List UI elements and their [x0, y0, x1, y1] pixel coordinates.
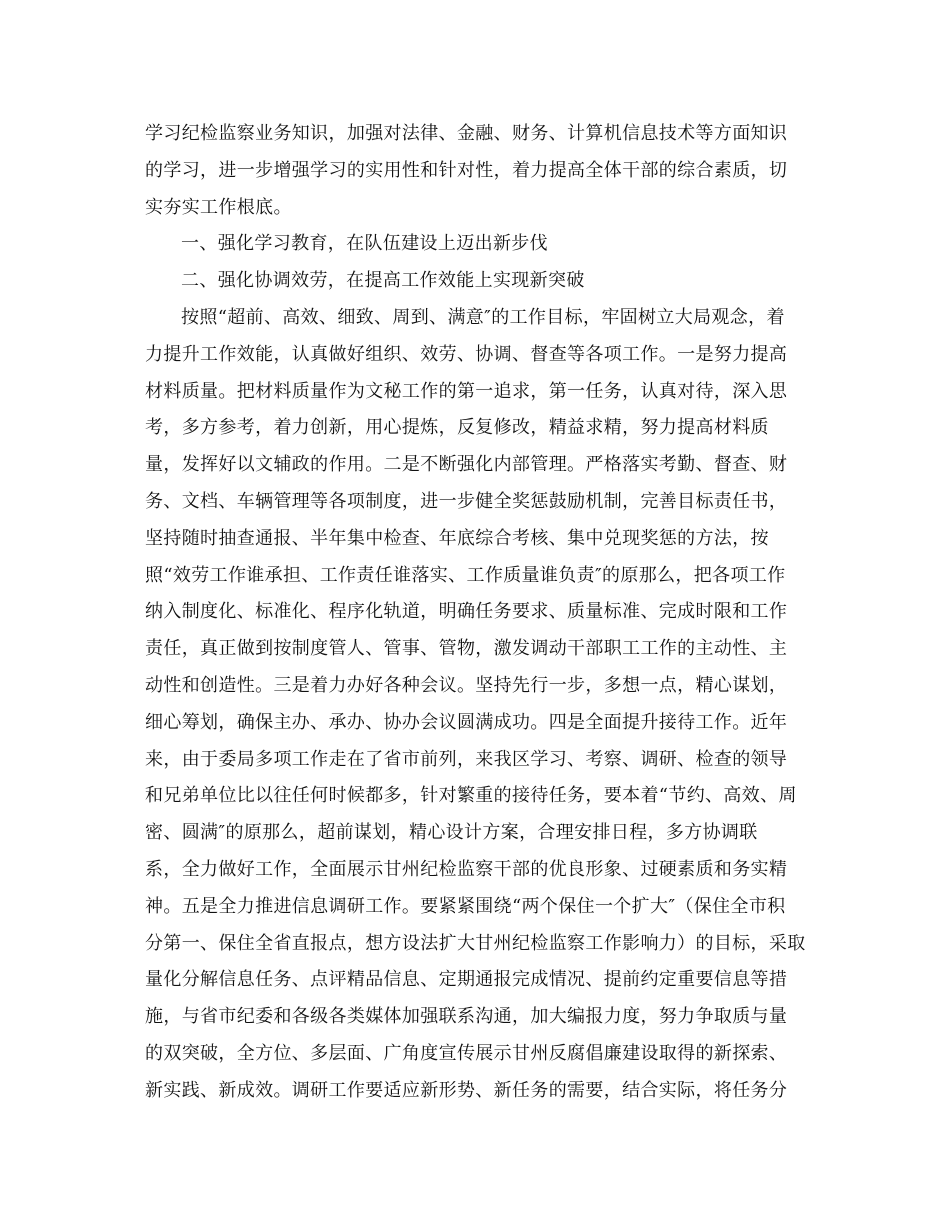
text-line-3: 实夯实工作根底。 [145, 196, 292, 218]
text-line-26: 的双突破，全方位、多层面、广角度宣传展示甘州反腐倡廉建设取得的新探索、 [145, 1042, 788, 1064]
text-line-11: 务、文档、车辆管理等各项制度，进一步健全奖惩鼓励机制，完善目标责任书， [145, 490, 788, 512]
text-line-27: 新实践、新成效。调研工作要适应新形势、新任务的需要，结合实际，将任务分 [145, 1079, 788, 1101]
text-line-13: 照“效劳工作谁承担、工作责任谁落实、工作质量谁负责″的原那么，把各项工作 [145, 564, 786, 586]
document-body [145, 116, 808, 1110]
text-line-18: 来，由于委局多项工作走在了省市前列，来我区学习、考察、调研、检查的领导 [145, 748, 788, 770]
text-line-2: 的学习，进一步增强学习的实用性和针对性，着力提高全体干部的综合素质，切 [145, 159, 788, 181]
text-line-16: 动性和创造性。三是着力办好各种会议。坚持先行一步，多想一点，精心谋划， [145, 674, 788, 696]
text-line-14: 纳入制度化、标准化、程序化轨道，明确任务要求、质量标准、完成时限和工作 [145, 601, 788, 623]
text-line-1: 学习纪检监察业务知识，加强对法律、金融、财务、计算机信息技术等方面知识 [145, 123, 788, 144]
text-line-20: 密、圆满″的原那么，超前谋划，精心设计方案，合理安排日程，多方协调联 [145, 822, 758, 844]
text-line-9: 考，多方参考，着力创新，用心提炼，反复修改，精益求精，努力提高材料质 [145, 417, 769, 439]
text-line-10: 量，发挥好以文辅政的作用。二是不断强化内部管理。严格落实考勤、督查、财 [145, 454, 788, 476]
text-line-25: 施，与省市纪委和各级各类媒体加强联系沟通，加大编报力度，努力争取质与量 [145, 1006, 788, 1028]
text-line-12: 坚持随时抽查通报、半年集中检查、年底综合考核、集中兑现奖惩的方法，按 [145, 527, 769, 549]
text-line-15: 责任，真正做到按制度管人、管事、管物，激发调动干部职工工作的主动性、主 [145, 638, 788, 660]
text-line-17: 细心筹划，确保主办、承办、协办会议圆满成功。四是全面提升接待工作。近年 [145, 711, 788, 733]
text-line-24: 量化分解信息任务、点评精品信息、定期通报完成情况、提前约定重要信息等措 [145, 969, 788, 991]
text-line-21: 系，全力做好工作，全面展示甘州纪检监察干部的优良形象、过硬素质和务实精 [145, 858, 788, 880]
text-line-19: 和兄弟单位比以往任何时候都多，针对繁重的接待任务，要本着“节约、高效、周 [145, 785, 797, 807]
text-line-7: 力提升工作效能，认真做好组织、效劳、协调、督查等各项工作。一是努力提高 [145, 343, 788, 365]
text-line-23: 分第一、保住全省直报点，想方设法扩大甘州纪检监察工作影响力）的目标，采取 [145, 932, 806, 954]
paragraph-start: 按照“超前、高效、细致、周到、满意″的工作目标，牢固树立大局观念，着 [181, 306, 785, 328]
text-line-8: 材料质量。把材料质量作为文秘工作的第一追求，第一任务，认真对待，深入思 [145, 380, 788, 402]
text-line-22: 神。五是全力推进信息调研工作。要紧紧围绕“两个保住一个扩大″（保住全市积 [145, 895, 786, 917]
section-heading-1: 一、强化学习教育，在队伍建设上迈出新步伐 [181, 233, 548, 255]
section-heading-2: 二、强化协调效劳，在提高工作效能上实现新突破 [181, 270, 585, 292]
